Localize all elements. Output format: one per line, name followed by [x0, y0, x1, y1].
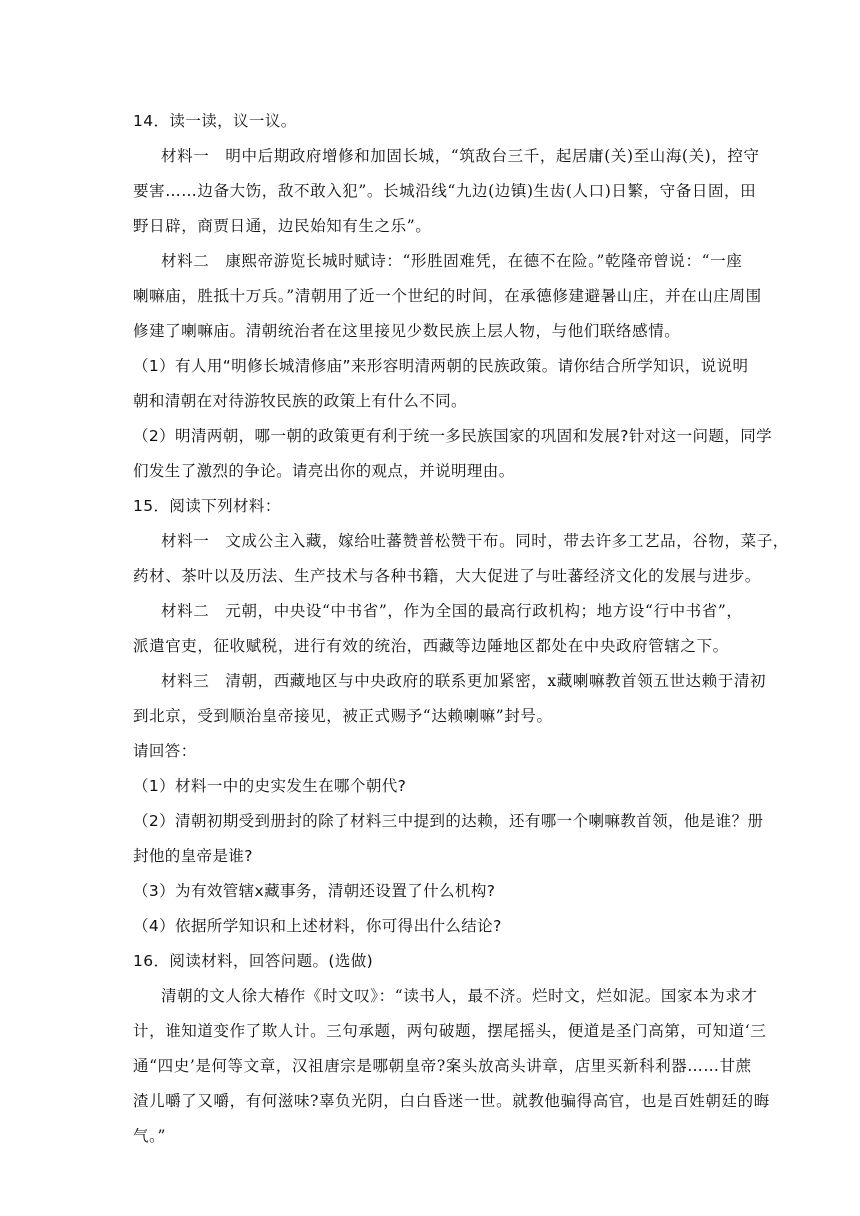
q14-material-1-line: 材料一 明中后期政府增修和加固长城，“筑敌台三千，起居庸(关)至山海(关)，控守 — [161, 147, 760, 165]
q14-material-1-line: 要害……边备大饬，敌不敢入犯”。长城沿线“九边(边镇)生齿(人口)日繁，守备日固，田 — [133, 182, 757, 200]
q15-subquestion-1: （1）材料一中的史实发生在哪个朝代? — [133, 777, 407, 795]
q16-material-line: 清朝的文人徐大椿作《时文叹》：“读书人，最不济。烂时文，烂如泥。国家本为求才 — [161, 987, 758, 1005]
question-15-title: 15．阅读下列材料： — [133, 497, 281, 515]
q15-material-1-line: 药材、茶叶以及历法、生产技术与各种书籍，大大促进了与吐蕃经济文化的发展与进步。 — [133, 567, 761, 585]
q15-subquestion-2: （2）清朝初期受到册封的除了材料三中提到的达赖，还有哪一个喇嘛教首领，他是谁？册 — [133, 812, 764, 830]
q16-material-line: 气。” — [133, 1127, 166, 1145]
q15-material-2-line: 派遣官吏，征收赋税，进行有效的统治，西藏等边陲地区都处在中央政府管辖之下。 — [133, 637, 729, 655]
q14-subquestion-2: （2）明清两朝，哪一朝的政策更有利于统一多民族国家的巩固和发展?针对这一问题，同学 — [133, 427, 772, 445]
q15-prompt: 请回答： — [133, 742, 197, 760]
q15-material-3-line: 到北京，受到顺治皇帝接见，被正式赐予“达赖喇嘛”封号。 — [133, 707, 553, 725]
question-14-title: 14．读一读，议一议。 — [133, 112, 297, 130]
q14-subquestion-1-cont: 朝和清朝在对待游牧民族的政策上有什么不同。 — [133, 392, 467, 410]
q14-material-2-line: 修建了喇嘛庙。清朝统治者在这里接见少数民族上层人物，与他们联络感情。 — [133, 322, 681, 340]
q16-material-line: 通“四史’是何等文章，汉祖唐宗是哪朝皇帝?案头放高头讲章，店里买新科利器……甘蔗 — [133, 1057, 752, 1075]
q15-subquestion-3: （3）为有效管辖x藏事务，清朝还设置了什么机构? — [133, 882, 496, 900]
q16-material-line: 计，谁知道变作了欺人计。三句承题，两句破题，摆尾摇头，便道是圣门高第，可知道‘三 — [133, 1022, 767, 1040]
q15-subquestion-2-cont: 封他的皇帝是谁? — [133, 847, 253, 865]
question-16-title: 16．阅读材料，回答问题。(选做) — [133, 952, 374, 970]
q15-material-3-line: 材料三 清朝，西藏地区与中央政府的联系更加紧密，x藏喇嘛教首领五世达赖于清初 — [161, 672, 767, 690]
q14-subquestion-1: （1）有人用“明修长城清修庙”来形容明清两朝的民族政策。请你结合所学知识，说说明 — [133, 357, 749, 375]
q14-material-2-line: 材料二 康熙帝游览长城时赋诗：“形胜固难凭，在德不在险。”乾隆帝曾说：“一座 — [161, 252, 743, 270]
q14-subquestion-2-cont: 们发生了激烈的争论。请亮出你的观点，并说明理由。 — [133, 462, 515, 480]
q15-subquestion-4: （4）依据所学知识和上述材料，你可得出什么结论? — [133, 917, 502, 935]
q14-material-1-line: 野日辟，商贾日通，边民始知有生之乐”。 — [133, 217, 432, 235]
q15-material-2-line: 材料二 元朝，中央设“中书省”，作为全国的最高行政机构；地方设“行中书省”， — [161, 602, 743, 620]
q16-material-line: 渣儿嚼了又嚼，有何滋味?辜负光阴，白白昏迷一世。就教他骗得高官，也是百姓朝廷的晦 — [133, 1092, 770, 1110]
q15-material-1-line: 材料一 文成公主入藏，嫁给吐蕃赞普松赞干布。同时，带去许多工艺品，谷物，菜子， — [161, 532, 789, 550]
q14-material-2-line: 喇嘛庙，胜抵十万兵。”清朝用了近一个世纪的时间，在承德修建避暑山庄，并在山庄周围 — [133, 287, 762, 305]
